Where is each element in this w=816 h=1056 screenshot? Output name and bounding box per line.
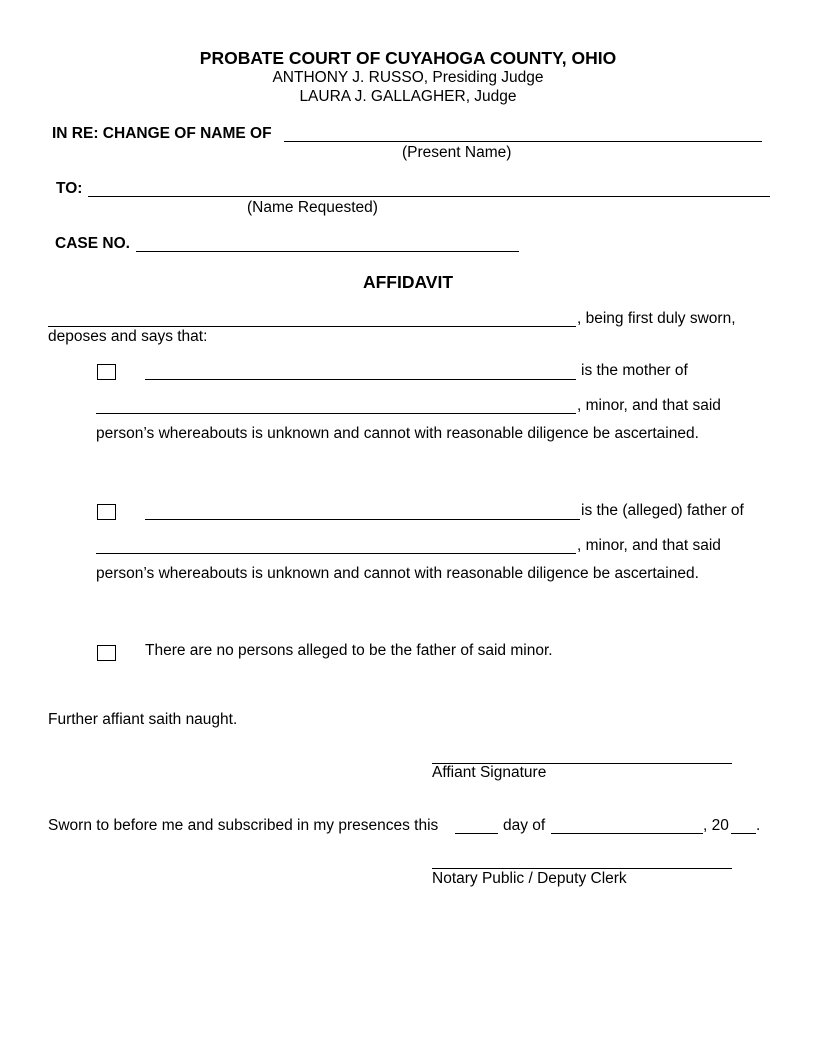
sworn-text: , being first duly sworn, <box>577 310 736 327</box>
mother-checkbox[interactable] <box>97 364 116 380</box>
notary-label: Notary Public / Deputy Clerk <box>432 870 627 887</box>
jurat-prefix: Sworn to before me and subscribed in my presences this <box>48 817 439 834</box>
closing-text: Further affiant saith naught. <box>48 711 238 728</box>
father-checkbox[interactable] <box>97 504 116 520</box>
affiant-signature-label: Affiant Signature <box>432 764 547 781</box>
father-whereabouts-text: person’s whereabouts is unknown and cannot with reasonable diligence be ascertained. <box>96 565 699 582</box>
mother-name-field[interactable] <box>145 379 576 380</box>
mother-minor-text: , minor, and that said <box>577 397 721 414</box>
mother-minor-field[interactable] <box>96 413 576 414</box>
name-requested-field[interactable] <box>88 196 770 197</box>
father-of-text: is the (alleged) father of <box>581 502 744 519</box>
present-name-field[interactable] <box>284 141 762 142</box>
notary-signature-line[interactable] <box>432 868 732 869</box>
father-minor-field[interactable] <box>96 553 576 554</box>
in-re-label: IN RE: CHANGE OF NAME OF <box>52 125 272 142</box>
present-name-hint: (Present Name) <box>402 144 512 161</box>
mother-whereabouts-text: person’s whereabouts is unknown and cannot with reasonable diligence be ascertained. <box>96 425 699 442</box>
jurat-day-of: day of <box>503 817 546 834</box>
name-requested-hint: (Name Requested) <box>247 199 378 216</box>
mother-of-text: is the mother of <box>581 362 688 379</box>
court-title: PROBATE COURT OF CUYAHOGA COUNTY, OHIO <box>199 48 617 68</box>
case-no-field[interactable] <box>136 251 519 252</box>
to-label: TO: <box>56 180 83 197</box>
father-name-field[interactable] <box>145 519 580 520</box>
jurat-month-field[interactable] <box>551 833 703 834</box>
jurat-end: . <box>756 817 761 834</box>
jurat-day-field[interactable] <box>455 833 498 834</box>
judge: LAURA J. GALLAGHER, Judge <box>299 88 517 105</box>
deposes-text: deposes and says that: <box>48 328 208 345</box>
jurat-year-prefix: , 20 <box>703 817 729 834</box>
no-father-text: There are no persons alleged to be the father of said minor. <box>145 642 553 659</box>
case-no-label: CASE NO. <box>55 235 130 252</box>
father-minor-text: , minor, and that said <box>577 537 721 554</box>
affidavit-title: AFFIDAVIT <box>362 272 454 292</box>
jurat-year-field[interactable] <box>731 833 756 834</box>
no-father-checkbox[interactable] <box>97 645 116 661</box>
affiant-name-field[interactable] <box>48 326 576 327</box>
presiding-judge: ANTHONY J. RUSSO, Presiding Judge <box>272 69 544 86</box>
